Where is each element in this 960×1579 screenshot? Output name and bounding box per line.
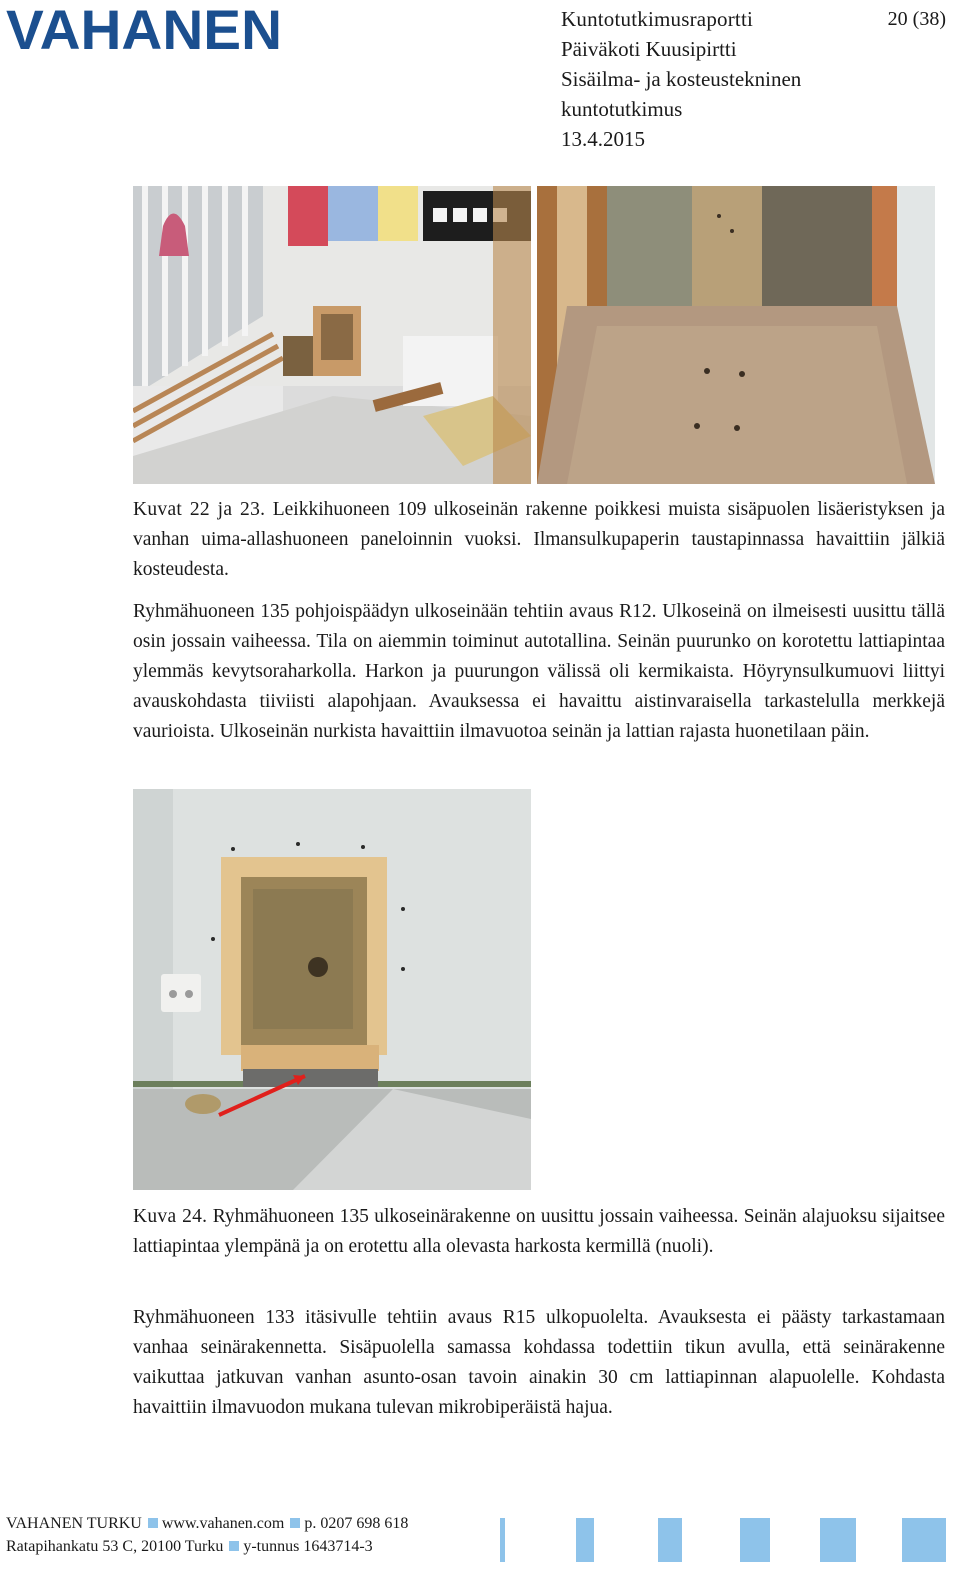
report-date: 13.4.2015 (561, 127, 645, 151)
caption-text: Ryhmähuoneen 135 ulkoseinärakenne on uusittu jossain vaiheessa. Seinän alajuoksu sijaitsee lattiapintaa ylempänä ja on erotettu alla olevasta harkosta kermillä (nuoli). (133, 1206, 945, 1257)
caption-photos-22-23 (133, 495, 945, 585)
caption-lead: Kuvat 22 ja 23. (133, 499, 266, 520)
report-title: Kuntotutkimusraportti (561, 7, 754, 31)
footer-decorative-bars (496, 1516, 950, 1562)
footer-business-id: y-tunnus 1643714-3 (243, 1538, 373, 1555)
footer-phone: p. 0207 698 618 (304, 1515, 409, 1532)
photo-23-insulation-paper (537, 186, 935, 484)
footer-separator-icon (229, 1541, 239, 1551)
caption-text: Leikkihuoneen 109 ulkoseinän rakenne poikkesi muista sisäpuolen lisäeristyksen ja vanhan uima-allashuoneen paneloinnin vuoksi. Ilmansulkupaperin taustapinnassa havaittiin jälkiä kosteudesta. (133, 499, 945, 580)
page-footer (6, 1512, 408, 1558)
site-name: Päiväkoti Kuusipirtti (561, 37, 737, 61)
paragraph-r15-opening: Ryhmähuoneen 133 itäsivulle tehtiin avaus R15 ulkopuolelta. Avauksesta ei päästy tarkastamaan vanhaa seinärakennetta. Sisäpuolella samassa kohdassa todettiin tikun avulla, että seinärakenne vaikuttaa jatkuvan vanhan asunto-osan tavoin ainakin 30 cm lattiapinnan alapuolelle. Kohdasta havaittiin ilmavuodon mukana tulevan mikrobiperäistä hajua. (133, 1307, 945, 1418)
photo-22-playroom-wall (133, 186, 531, 484)
footer-address: Ratapihankatu 53 C, 20100 Turku (6, 1538, 224, 1555)
report-subject-line1: Sisäilma- ja kosteustekninen (561, 67, 802, 91)
footer-website: www.vahanen.com (161, 1515, 285, 1532)
footer-separator-icon (148, 1518, 158, 1528)
caption-lead: Kuva 24. (133, 1206, 208, 1227)
svg-text:VAHANEN: VAHANEN (6, 2, 282, 58)
vahanen-logo (6, 2, 286, 58)
photo-24-wall-opening-r12 (133, 789, 531, 1190)
footer-company: VAHANEN TURKU (6, 1515, 142, 1532)
paragraph-r12-opening: Ryhmähuoneen 135 pohjoispäädyn ulkoseinään tehtiin avaus R12. Ulkoseinä on ilmeisesti uusittu tällä osin jossain vaiheessa. Tila on aiemmin toiminut autotallina. Seinän puurunko on korotettu lattiapintaa ylemmäs kevytsoraharkolla. Harkon ja puurungon välissä oli kermikaista. Höyrynsulkumuovi liittyi avauskohdasta tiiviisti alapohjaan. Avauksessa ei havaittu aistinvaraisella tarkastelulla merkkejä vaurioista. Ulkoseinän nurkista havaittiin ilmavuotoa seinän ja lattian rajasta huonetilaan päin. (133, 601, 945, 742)
page-number: 20 (38) (887, 8, 946, 30)
footer-separator-icon (290, 1518, 300, 1528)
caption-photo-24 (133, 1202, 945, 1262)
report-subject-line2: kuntotutkimus (561, 97, 683, 121)
